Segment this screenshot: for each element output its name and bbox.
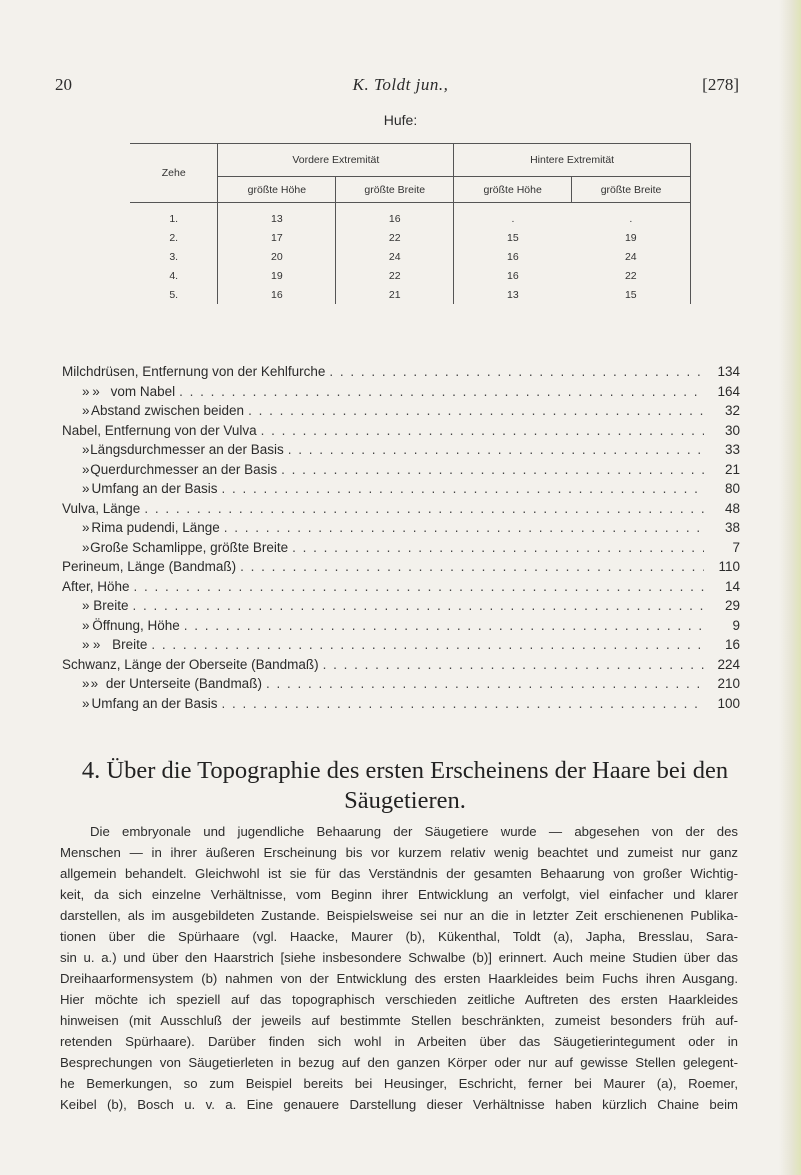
ditto-mark: » (82, 520, 90, 535)
ditto-mark: » (82, 637, 90, 652)
text-line: darstellen, als im ausgebildeten Zustande. Beispielsweise sei nur an die in letzter Zeit erschienenen Publika- (60, 908, 738, 923)
leader-dots (180, 618, 704, 633)
measure-label: Querdurchmesser an der Basis (90, 461, 278, 477)
table-cell: 22 (336, 228, 454, 247)
leader-dots (129, 598, 705, 613)
text-line: allgemein behandelt. Gleichwohl ist sie für das Verständnis der gesamten Behaarung von großer Wichtig- (60, 866, 738, 881)
table-cell: 17 (218, 228, 336, 247)
list-item (62, 540, 740, 560)
measure-value: 38 (724, 520, 740, 535)
list-item (62, 481, 740, 501)
table-cell: 3. (130, 247, 218, 266)
table-row (130, 203, 691, 229)
list-item (62, 618, 740, 638)
page-reference: [278] (702, 75, 739, 94)
list-item (62, 403, 740, 423)
measure-value: 100 (717, 695, 740, 711)
table-cell: 24 (336, 247, 454, 266)
measure-value: 21 (724, 461, 740, 477)
group-header-hind: Hintere Extremität (454, 144, 691, 177)
ditto-mark: » (82, 617, 90, 633)
measure-value: 7 (732, 539, 740, 555)
leader-dots (218, 481, 704, 496)
leader-dots (319, 657, 704, 672)
ditto-mark: » (82, 539, 90, 555)
measure-value: 134 (717, 364, 740, 379)
table-cell: 22 (572, 266, 691, 285)
measure-value: 110 (718, 559, 740, 574)
table-cell: 15 (572, 285, 691, 304)
measure-label: Abstand zwischen beiden (90, 403, 245, 418)
table-caption: Hufe: (383, 112, 418, 128)
list-item (62, 442, 740, 462)
table-row (130, 266, 691, 285)
measure-value: 29 (724, 598, 740, 613)
measure-label: Vulva, Länge (62, 500, 141, 516)
list-item (62, 598, 740, 618)
measure-label: Öffnung, Höhe (92, 617, 180, 633)
measure-value: 30 (724, 422, 740, 438)
measure-value: 16 (724, 637, 740, 652)
ditto-mark: » (92, 637, 101, 652)
sub-header: größte Höhe (218, 177, 336, 203)
running-head (0, 75, 801, 99)
measure-label: der Unterseite (Bandmaß) (105, 676, 262, 691)
measure-label: Breite (112, 637, 148, 652)
table-cell: 15 (507, 231, 519, 244)
text-line: Keibel (b), Bosch u. v. a. Eine genauere Darstellung dieser Verhältnisse haben kürzlich Chaine beim (60, 1097, 738, 1112)
measure-value: 164 (717, 383, 740, 399)
text-line: hinweisen (mit Ausschluß der jeweils auf bestimmte Stellen beschränkten, zumeist besonders früh auf- (60, 1013, 738, 1028)
table-row (130, 228, 691, 247)
leader-dots (325, 364, 704, 379)
leader-dots (284, 442, 704, 457)
table-row (130, 247, 691, 266)
table-cell: 4. (130, 266, 218, 285)
leader-dots (220, 520, 704, 535)
table-cell: 20 (218, 247, 336, 266)
leader-dots (130, 579, 704, 594)
ditto-mark: » (82, 461, 90, 477)
measure-label: Milchdrüsen, Entfernung von der Kehlfurche (62, 364, 326, 379)
text-line: tionen über die Spürhaare (vgl. Haacke, Maurer (b), Kükenthal, Toldt (a), Japha, Bresslau, Sara- (60, 929, 738, 944)
measure-label: Nabel, Entfernung von der Vulva (62, 422, 257, 438)
list-item (62, 579, 740, 599)
text-line: Dreihaarformensystem (b) nahmen von der Entwicklung des ersten Haarkleides beim Fuchs ihren Ausgang. (60, 971, 738, 986)
measure-label: Schwanz, Länge der Oberseite (Bandmaß) (62, 656, 319, 672)
ditto-mark: » (82, 442, 90, 457)
table-cell: 16 (218, 285, 336, 304)
table-cell: 19 (218, 266, 336, 285)
table-cell: 16 (507, 250, 519, 263)
list-item (62, 676, 740, 696)
table-cell: 19 (572, 228, 691, 247)
leader-dots (147, 637, 704, 652)
hoof-table (130, 143, 691, 304)
section-heading-line: Säugetieren. (344, 787, 466, 814)
measure-value: 9 (732, 617, 740, 633)
section-heading (60, 756, 750, 816)
table-cell: 13 (507, 288, 519, 301)
sub-header: größte Höhe (454, 177, 572, 203)
table-cell: 24 (572, 247, 691, 266)
col-header-zehe: Zehe (130, 144, 218, 203)
leader-dots (262, 676, 704, 691)
leader-dots (277, 462, 704, 477)
text-line: retenden Spürhaare). Darüber finden sich wohl in Arbeiten über das Säugetierintegument oder in (60, 1034, 738, 1049)
measure-label: After, Höhe (62, 578, 130, 594)
section-heading-line: 4. Über die Topographie des ersten Erscheinens der Haare bei den (81, 757, 729, 784)
list-item (62, 501, 740, 521)
list-item (62, 520, 740, 540)
measure-label: Umfang an der Basis (91, 695, 218, 711)
table-cell: 5. (130, 285, 218, 304)
measure-label: Rima pudendi, Länge (91, 520, 220, 535)
leader-dots (175, 384, 704, 399)
leader-dots (257, 423, 704, 438)
measure-value: 33 (724, 442, 740, 457)
measure-label: Große Schamlippe, größte Breite (90, 539, 289, 555)
text-line: Menschen — in ihrer äußeren Erscheinung bis vor kurzem relativ wenig beachtet und zumeist nur ganz (60, 845, 738, 860)
sub-header: größte Breite (572, 177, 691, 203)
measure-value: 224 (717, 656, 740, 672)
sub-header: größte Breite (336, 177, 454, 203)
list-item (62, 462, 740, 482)
table-cell: 21 (336, 285, 454, 304)
table-cell: . (511, 212, 515, 225)
text-line: Besprechungen von Säugetierleten in bezug auf den ganzen Körper oder nur auf gewisse Stellen gelegent- (60, 1055, 738, 1070)
measurement-list (62, 364, 740, 715)
list-item (62, 637, 740, 657)
list-item (62, 423, 740, 443)
leader-dots (218, 696, 704, 711)
table-cell: 13 (218, 203, 336, 229)
measure-label: vom Nabel (110, 383, 176, 399)
page-number: 20 (55, 75, 72, 94)
text-line: Hier möchte ich speziell auf das topographisch verschieden zeitliche Auftreten des ersten Haarkleides (60, 992, 738, 1007)
list-item (62, 384, 740, 404)
group-header-front: Vordere Extremität (218, 144, 454, 177)
ditto-mark: » (82, 695, 90, 711)
running-title: K. Toldt jun., (352, 75, 449, 94)
measure-value: 210 (717, 676, 740, 691)
measure-label: Perineum, Länge (Bandmaß) (62, 559, 237, 574)
table-row (130, 285, 691, 304)
table-cell: . (572, 203, 691, 229)
ditto-mark: » (82, 481, 90, 496)
text-line: keit, da sich einzelne Verhältnisse, vom Beginn ihrer Entwicklung an verfolgt, viel einfacher und klarer (60, 887, 738, 902)
ditto-mark: » (82, 403, 90, 418)
page-edge-shadow (779, 0, 801, 1175)
body-paragraph (60, 821, 738, 1115)
measure-value: 48 (724, 500, 740, 516)
text-line: Die embryonale und jugendliche Behaarung der Säugetiere wurde — abgesehen von der des (90, 824, 738, 839)
text-line: sin u. a.) und über den Haarstrich [siehe insbesondere Schwalbe (b)] erinnert. Auch meine Studien über das (60, 950, 738, 965)
table-cell: 16 (336, 203, 454, 229)
leader-dots (140, 501, 704, 516)
measure-label: Längsdurchmesser an der Basis (90, 442, 284, 457)
measure-value: 32 (724, 403, 740, 418)
ditto-mark: » (82, 598, 90, 613)
list-item (62, 559, 740, 579)
table-cell: 16 (507, 269, 519, 282)
table-cell: 2. (130, 228, 218, 247)
measure-value: 80 (724, 481, 740, 496)
table-cell: 22 (336, 266, 454, 285)
list-item (62, 657, 740, 677)
ditto-mark: » (82, 383, 90, 399)
leader-dots (236, 559, 704, 574)
ditto-mark: » (92, 383, 100, 399)
leader-dots (244, 403, 704, 418)
text-line: he Bemerkungen, so zum Beispiel bereits bei Heusinger, Eschricht, ferner bei Maurer (a), Roemer, (60, 1076, 738, 1091)
measure-label: Breite (93, 598, 129, 613)
measure-value: 14 (724, 578, 740, 594)
table-cell: 1. (130, 203, 218, 229)
ditto-mark: » (82, 676, 90, 691)
measure-label: Umfang an der Basis (91, 481, 218, 496)
list-item (62, 364, 740, 384)
leader-dots (288, 540, 704, 555)
list-item (62, 696, 740, 716)
ditto-mark: » (90, 676, 99, 691)
